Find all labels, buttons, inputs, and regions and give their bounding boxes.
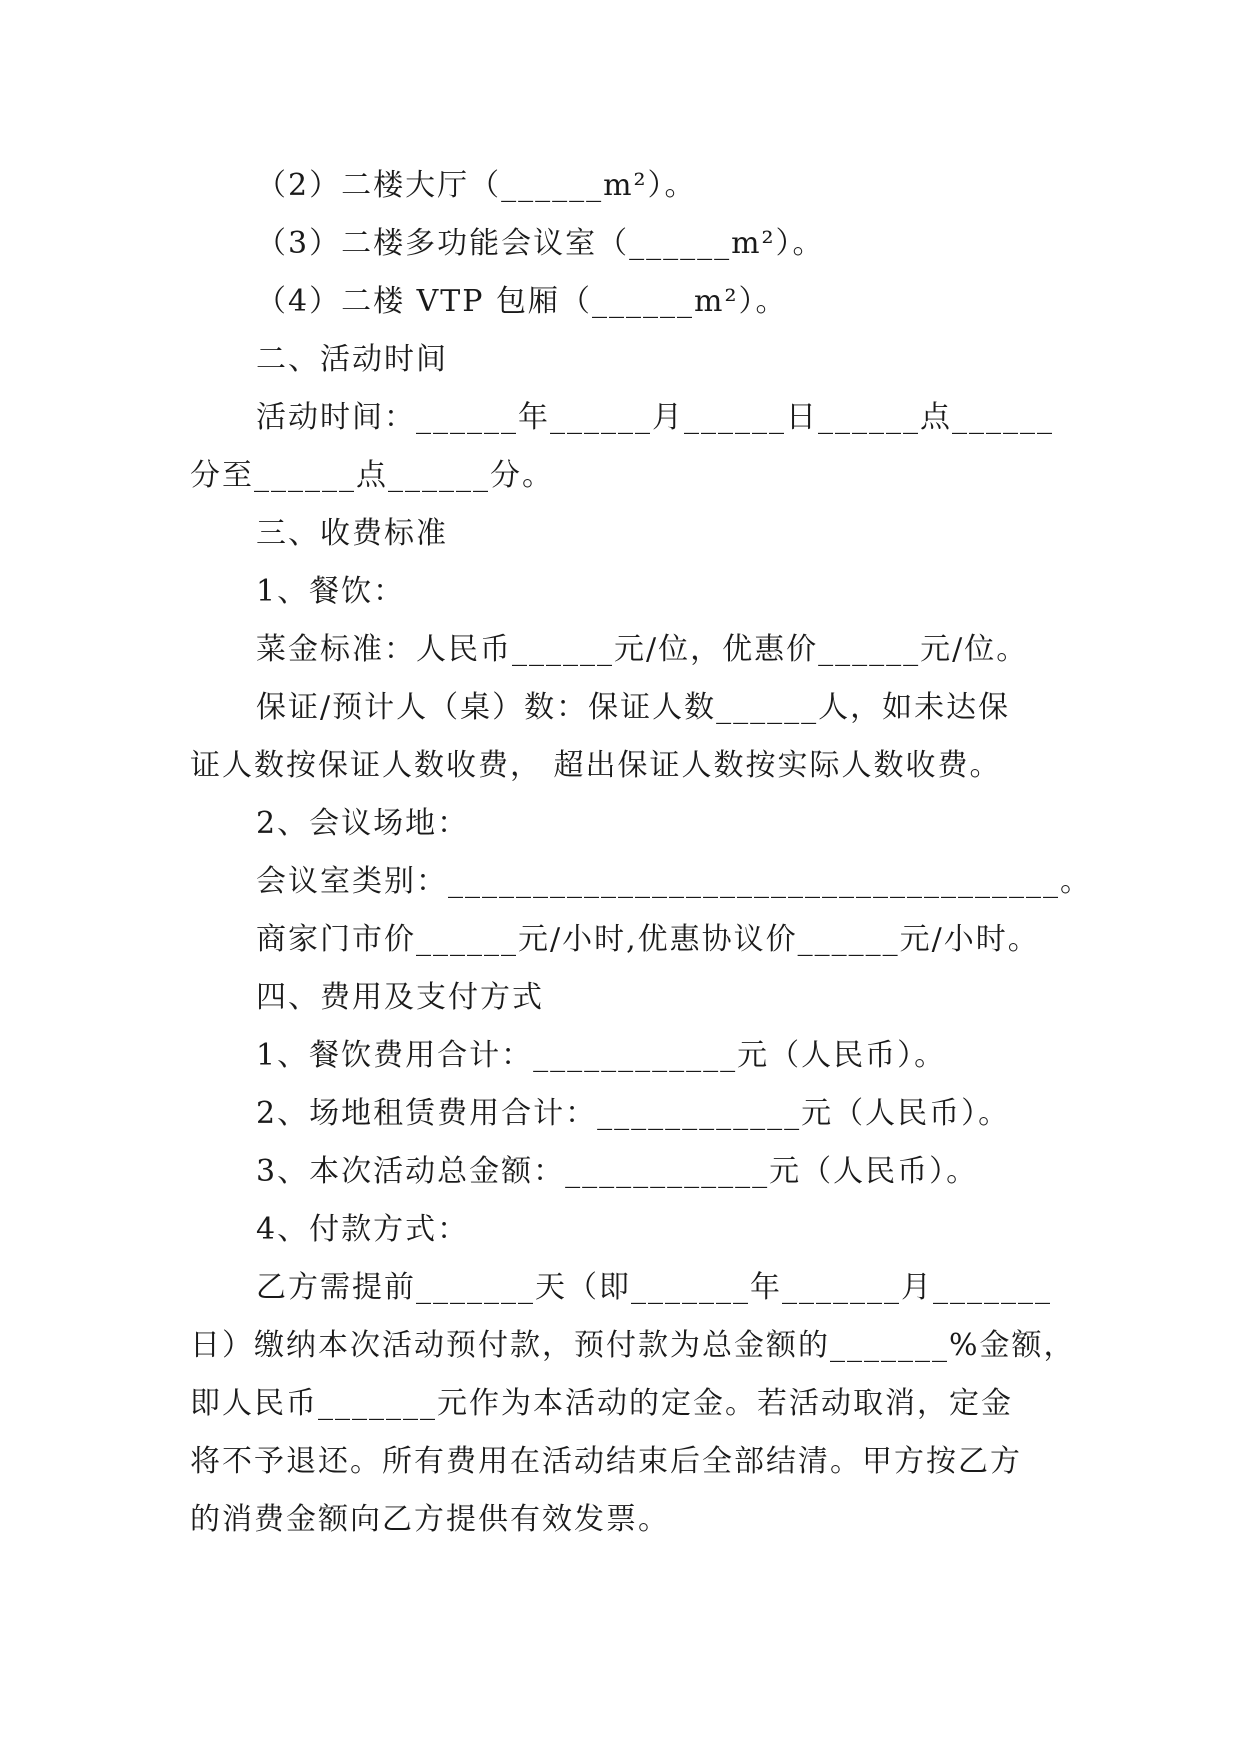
subheading-payment-method: 4、付款方式： (256, 1212, 470, 1247)
guarantee-line-1: 保证/预计人（桌）数：保证人数______人，如未达保 (256, 690, 1011, 725)
venue-item-2: （2）二楼大厅（______m²）。 (256, 168, 697, 203)
menu-price-line: 菜金标准：人民币______元/位，优惠价______元/位。 (256, 632, 1029, 667)
activity-total-line: 3、本次活动总金额：____________元（人民币）。 (256, 1154, 979, 1189)
activity-time-line-1: 活动时间：______年______月______日______点______ (256, 400, 1054, 435)
venue-rental-total-line: 2、场地租赁费用合计：____________元（人民币）。 (256, 1096, 1011, 1131)
payment-paragraph-line-5: 的消费金额向乙方提供有效发票。 (190, 1502, 670, 1537)
meeting-room-type-line: 会议室类别：____________________________________。 (256, 864, 1092, 899)
venue-item-4: （4）二楼 VTP 包厢（______m²）。 (256, 284, 788, 319)
room-price-line: 商家门市价______元/小时,优惠协议价______元/小时。 (256, 922, 1040, 957)
payment-paragraph-line-3: 即人民币_______元作为本活动的定金。若活动取消，定金 (190, 1386, 1013, 1421)
activity-time-line-2: 分至______点______分。 (190, 458, 554, 493)
subheading-meeting-venue: 2、会议场地： (256, 806, 470, 841)
payment-paragraph-line-1: 乙方需提前_______天（即_______年_______月_______ (256, 1270, 1052, 1305)
subheading-catering: 1、餐饮： (256, 574, 406, 609)
section-heading-activity-time: 二、活动时间 (256, 342, 448, 377)
guarantee-line-2: 证人数按保证人数收费， 超出保证人数按实际人数收费。 (190, 748, 1002, 783)
section-heading-fees-payment: 四、费用及支付方式 (256, 980, 544, 1015)
payment-paragraph-line-2: 日）缴纳本次活动预付款，预付款为总金额的_______%金额， (190, 1328, 1076, 1363)
section-heading-fee-standard: 三、收费标准 (256, 516, 448, 551)
venue-item-3: （3）二楼多功能会议室（______m²）。 (256, 226, 825, 261)
catering-total-line: 1、餐饮费用合计：____________元（人民币）。 (256, 1038, 947, 1073)
payment-paragraph-line-4: 将不予退还。所有费用在活动结束后全部结清。甲方按乙方 (190, 1444, 1022, 1479)
